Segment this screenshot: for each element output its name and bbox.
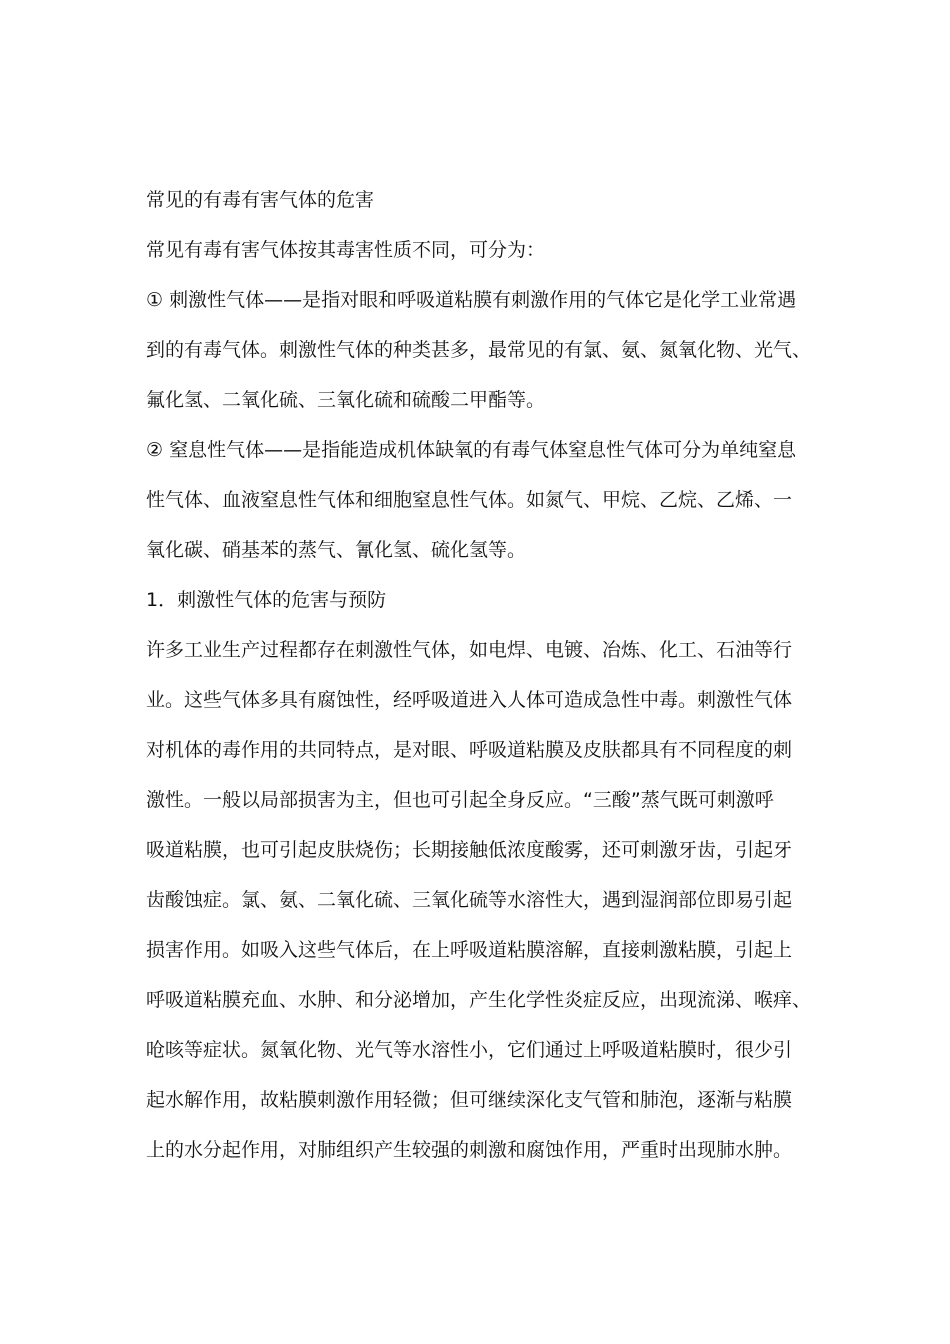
section-heading: 1．刺激性气体的危害与预防 bbox=[146, 589, 387, 611]
paragraph-line: ② 窒息性气体——是指能造成机体缺氧的有毒气体窒息性气体可分为单纯窒息 bbox=[146, 439, 797, 461]
intro-line: 常见有毒有害气体按其毒害性质不同，可分为： bbox=[146, 239, 546, 261]
paragraph-line: 损害作用。如吸入这些气体后，在上呼吸道粘膜溶解，直接刺激粘膜，引起上 bbox=[146, 939, 793, 961]
paragraph-line: 氧化碳、硝基苯的蒸气、氰化氢、硫化氢等。 bbox=[146, 539, 527, 561]
paragraph-line: 起水解作用，故粘膜刺激作用轻微；但可继续深化支气管和肺泡，逐渐与粘膜 bbox=[146, 1089, 793, 1111]
paragraph-line: 对机体的毒作用的共同特点，是对眼、呼吸道粘膜及皮肤都具有不同程度的刺 bbox=[146, 739, 793, 761]
document-title: 常见的有毒有害气体的危害 bbox=[146, 189, 375, 211]
paragraph-line: 许多工业生产过程都存在刺激性气体，如电焊、电镀、冶炼、化工、石油等行 bbox=[146, 639, 793, 661]
paragraph-line: 氟化氢、二氧化硫、三氧化硫和硫酸二甲酯等。 bbox=[146, 389, 546, 411]
paragraph-line: 业。这些气体多具有腐蚀性，经呼吸道进入人体可造成急性中毒。刺激性气体 bbox=[146, 689, 793, 711]
paragraph-line: 吸道粘膜，也可引起皮肤烧伤；长期接触低浓度酸雾，还可刺激牙齿，引起牙 bbox=[146, 839, 793, 861]
paragraph-line: 到的有毒气体。刺激性气体的种类甚多，最常见的有氯、氨、氮氧化物、光气、 bbox=[146, 339, 812, 361]
paragraph-line: 呼吸道粘膜充血、水肿、和分泌增加，产生化学性炎症反应，出现流涕、喉痒、 bbox=[146, 989, 812, 1011]
paragraph-line: 性气体、血液窒息性气体和细胞窒息性气体。如氮气、甲烷、乙烷、乙烯、一 bbox=[146, 489, 793, 511]
paragraph-line: 呛咳等症状。氮氧化物、光气等水溶性小，它们通过上呼吸道粘膜时，很少引 bbox=[146, 1039, 793, 1061]
paragraph-line: 激性。一般以局部损害为主，但也可引起全身反应。“三酸”蒸气既可刺激呼 bbox=[146, 789, 774, 811]
paragraph-line: 上的水分起作用，对肺组织产生较强的刺激和腐蚀作用，严重时出现肺水肿。 bbox=[146, 1139, 793, 1161]
paragraph-line: ① 刺激性气体——是指对眼和呼吸道粘膜有刺激作用的气体它是化学工业常遇 bbox=[146, 289, 797, 311]
paragraph-line: 齿酸蚀症。氯、氨、二氧化硫、三氧化硫等水溶性大，遇到湿润部位即易引起 bbox=[146, 889, 793, 911]
